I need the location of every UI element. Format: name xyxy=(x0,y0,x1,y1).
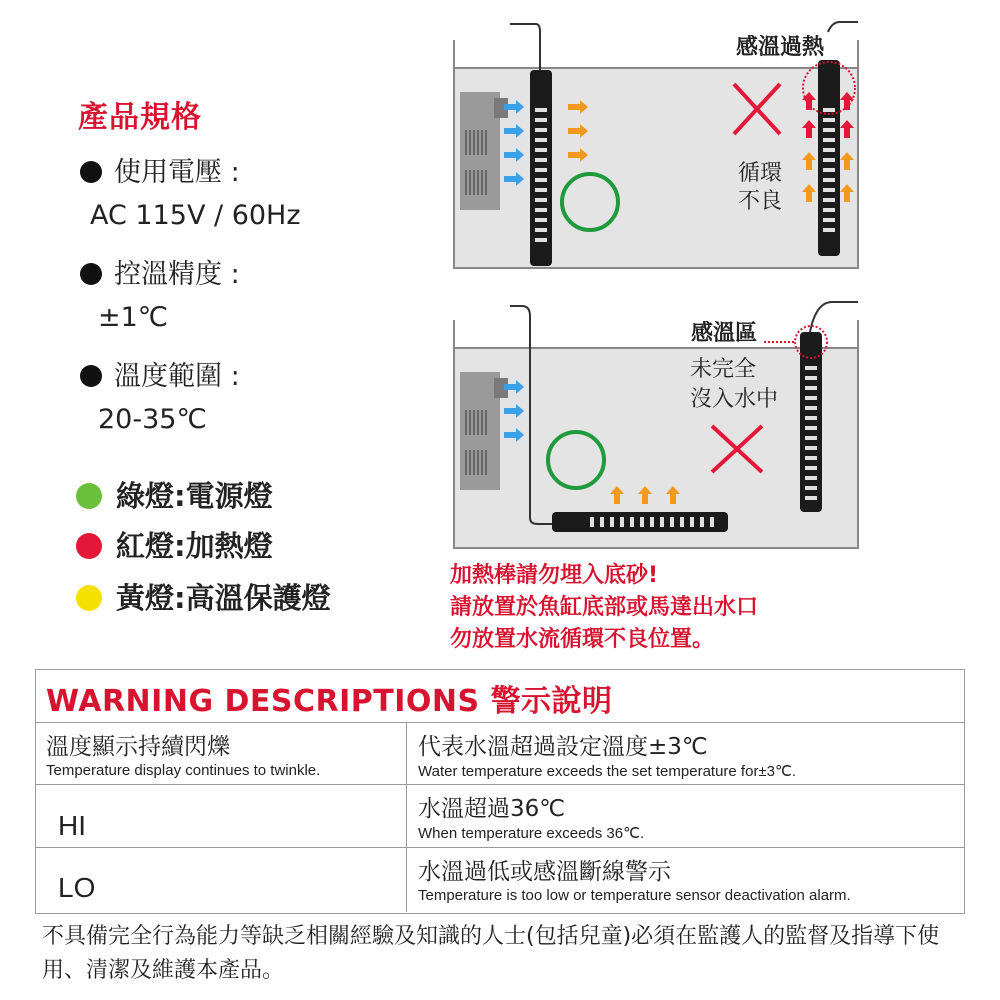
accuracy-row xyxy=(80,252,240,291)
heater-icon xyxy=(552,512,728,532)
light-row-green xyxy=(76,474,273,515)
warning-table xyxy=(35,669,965,914)
light-row-yellow xyxy=(76,576,331,617)
light-row-red xyxy=(76,524,273,565)
voltage-row xyxy=(80,150,240,189)
code-zh: 溫度顯示持續閃爍 xyxy=(46,734,230,760)
desc-en: Water temperature exceeds the set temperature for±3℃. xyxy=(418,763,797,780)
range-label: 溫度範圍 : xyxy=(114,361,240,392)
desc-en: Temperature is too low or temperature sensor deactivation alarm. xyxy=(418,887,851,904)
bad-circulation-line2: 不良 xyxy=(737,189,783,214)
green-light-icon xyxy=(76,483,102,509)
notice-line: 勿放置水流循環不良位置。 xyxy=(450,627,715,652)
code-hi: HI xyxy=(58,810,86,841)
light-label: 紅燈:加熱燈 xyxy=(116,529,273,563)
bullet-icon xyxy=(80,161,102,183)
sensor-label: 感溫區 xyxy=(690,321,758,346)
notice-line: 請放置於魚缸底部或馬達出水口 xyxy=(450,595,759,620)
not-submerged-line2: 沒入水中 xyxy=(690,387,779,412)
bullet-icon xyxy=(80,365,102,387)
heater-icon xyxy=(530,70,552,266)
range-value: 20-35℃ xyxy=(98,404,207,435)
safety-footer: 不具備完全行為能力等缺乏相關經驗及知識的人士(包括兒童)必須在監護人的監督及指導下使用、清潔及維護本產品。 xyxy=(42,924,940,983)
placement-diagram-not-submerged xyxy=(440,292,870,554)
code-lo: LO xyxy=(58,872,96,903)
light-label: 綠燈:電源燈 xyxy=(116,479,273,513)
spec-title: 產品規格 xyxy=(78,100,202,135)
accuracy-value: ±1℃ xyxy=(98,302,169,333)
light-label: 黃燈:高溫保護燈 xyxy=(116,581,331,615)
not-submerged-line1: 未完全 xyxy=(690,357,757,382)
water-flow-arrows xyxy=(504,380,524,442)
red-light-icon xyxy=(76,533,102,559)
placement-notice xyxy=(450,560,758,656)
placement-diagram-bad-circulation xyxy=(440,10,870,280)
overheat-label: 感溫過熱 xyxy=(735,35,825,60)
accuracy-label: 控溫精度 : xyxy=(114,259,240,290)
desc-zh: 代表水溫超過設定溫度±3℃ xyxy=(418,734,708,760)
notice-line: 加熱棒請勿埋入底砂! xyxy=(450,563,659,588)
yellow-light-icon xyxy=(76,585,102,611)
voltage-label: 使用電壓 : xyxy=(114,157,240,188)
code-en: Temperature display continues to twinkle. xyxy=(46,762,321,779)
desc-zh: 水溫過低或感溫斷線警示 xyxy=(418,859,671,885)
voltage-value: AC 115V / 60Hz xyxy=(90,200,301,231)
bad-circulation-line1: 循環 xyxy=(737,161,783,186)
warning-title: WARNING DESCRIPTIONS 警示說明 xyxy=(46,684,613,719)
heat-flow-arrows xyxy=(568,100,588,162)
bullet-icon xyxy=(80,263,102,285)
range-row xyxy=(80,354,240,393)
desc-en: When temperature exceeds 36℃. xyxy=(418,825,645,842)
desc-zh: 水溫超過36℃ xyxy=(418,796,566,822)
heater-icon xyxy=(818,60,840,256)
